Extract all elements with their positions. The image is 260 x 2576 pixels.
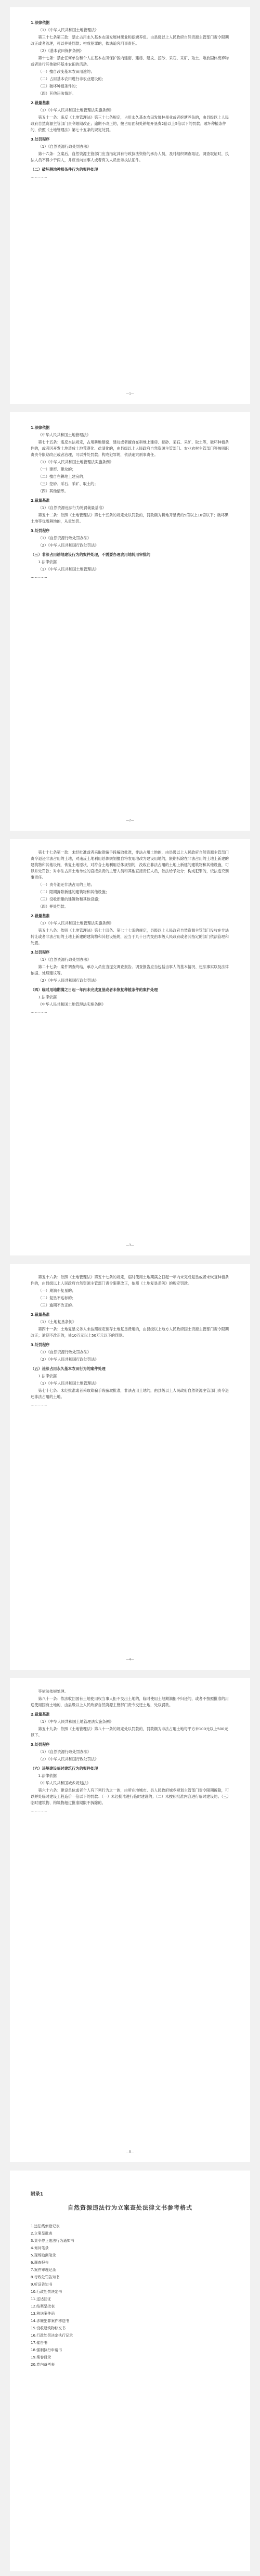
section-heading: 1.法律依据	[31, 20, 50, 25]
paragraph-line: （1）《中华人民共和国土地管理法实施条例》	[38, 921, 114, 925]
annex-list-item: 15.没收建筑物移交书	[31, 2326, 66, 2330]
paragraph-line: （二）限期拆除新建的建筑物和其他设施；	[38, 890, 109, 894]
section-heading: 3.处罚程序	[31, 1342, 50, 1347]
paragraph-line: （2）《中华人民共和国行政处罚法》	[38, 543, 99, 548]
annex-list-item: 20.卷内备考表	[31, 2363, 55, 2367]
paragraph-line: （三）没收新建的建筑物和其他设施；	[38, 897, 102, 902]
annex-list-item: 8.行政处罚告知书	[31, 2275, 60, 2279]
page-number: —5—	[126, 2150, 134, 2154]
paragraph-line: （1）《土地复垦条例》	[38, 1319, 76, 1324]
section-heading: 2.裁量基准	[31, 913, 50, 918]
document-page-4	[10, 1264, 250, 1670]
annex-list	[31, 2223, 229, 2368]
paragraph-line: （1）《自然资源行政处罚办法》	[38, 957, 91, 962]
page-number: —1—	[126, 392, 134, 396]
document-page-5	[10, 1678, 250, 2162]
section-heading: （六）违规建设临时建筑行为的案件处理	[31, 1766, 98, 1771]
paragraph-line: （四）其他违法情形。	[38, 91, 76, 96]
paragraph-line: （一）建窑、建坟的；	[38, 467, 76, 472]
section-heading: （五）违法占用永久基本农田行为的案件处理	[31, 1366, 106, 1371]
page-2-content	[31, 425, 229, 580]
section-heading: 3.处罚程序	[31, 137, 50, 142]
annex-title: 自然资源违法行为立案查处法律文书参考格式	[68, 2204, 192, 2211]
paragraph-line: （三）挖砂、采石、采矿、取土的；	[38, 481, 98, 486]
annex-list-item: 1.违法线索登记表	[31, 2224, 60, 2228]
section-heading: 3.处罚程序	[31, 950, 50, 955]
annex-list-item: 5.现场勘测笔录	[31, 2253, 56, 2257]
section-heading: 3.处罚程序	[31, 528, 50, 533]
paragraph-line: （二）占用基本农田进行非农业建设的；	[38, 77, 106, 81]
page-number: —2—	[126, 819, 134, 822]
annex-list-item: 16.行政处罚决定执行记录	[31, 2333, 73, 2338]
paragraph-line: （1）《中华人民共和国土地管理法》	[38, 567, 99, 572]
paragraph-line: …………	[31, 174, 48, 179]
paragraph-line: （1）《自然资源行政处罚办法》	[38, 1749, 91, 1754]
paragraph-line: （1）《中华人民共和国土地管理法实施条例》	[38, 108, 114, 112]
paragraph-line: （一）擅自改变基本农田用途的；	[38, 69, 95, 74]
paragraph-line: （1）《中华人民共和国土地管理法实施条例》	[38, 460, 114, 464]
page-1-content	[31, 20, 229, 180]
paragraph-line: （1）《自然资源违法行为处罚裁量基准》	[38, 505, 106, 510]
paragraph-line: （二）擅自在耕地上建房的；	[38, 474, 87, 479]
paragraph-line: （2）《中华人民共和国行政处罚法》	[38, 1357, 99, 1362]
page-3-content	[31, 849, 229, 1015]
paragraph-line: 第四十一条：土地复垦义务人未按照规定预存土地复垦费用的，由县级以上地方人民政府国土资源主管部门责令限期改正；逾期不改正的，处10万元以上50万元以下的罚款。	[31, 1327, 229, 1338]
section-heading: 2.裁量基准	[31, 498, 50, 503]
paragraph-line: …………	[31, 1009, 48, 1014]
section-heading: 3.处罚程序	[31, 1742, 50, 1747]
paragraph-line: （2）《中华人民共和国行政处罚法》	[38, 978, 99, 983]
page-number: —4—	[126, 1658, 134, 1661]
annex-label: 附录1	[31, 2192, 44, 2197]
paragraph-line: …………	[31, 1402, 48, 1406]
section-heading: 2.裁量基准	[31, 100, 50, 105]
page-number: —3—	[126, 1243, 134, 1247]
paragraph-line: （四）其他情形。	[38, 489, 68, 493]
annex-list-item: 2.立案呈批表	[31, 2231, 53, 2236]
paragraph-line: （1）《中华人民共和国土地管理法》	[38, 28, 99, 32]
annex-list-item: 4.询问笔录	[31, 2246, 49, 2250]
annex-list-item: 12.结案呈批表	[31, 2304, 55, 2308]
paragraph-line: 《中华人民共和国土地管理法》	[38, 433, 91, 437]
paragraph-line: （2）《基本农田保护条例》	[38, 48, 84, 53]
paragraph-line: （1）《中华人民共和国土地管理法实施条例》	[38, 1719, 114, 1724]
paragraph-line: 第八十一条：依法收回国有土地使用权当事人拒不交出土地的，临时使用土地期满拒不归还的，或者不按照批准的用途使用国有土地的，由县级以上人民政府自然资源主管部门责令交还土地，处以罚款。	[31, 1696, 229, 1707]
document-page-1	[10, 7, 250, 404]
paragraph-line: 第五十八条：依照《土地管理法》第七十四条、第七十七条的规定，县级以上人民政府自然资源主管部门没收在非法转让或者非法占用的土地上新建的建筑物和其他设施的，应当于九十日内交由本级人民政府或者其指定的部门依法管理和处置。	[31, 928, 229, 945]
paragraph-line: …………	[31, 1808, 48, 1812]
paragraph-line: 第三十七条第三款：禁止占用永久基本农田发展林果业和挖塘养鱼。由县级以上人民政府自然资源主管部门责令限期改正或者治理，可以并处罚款；构成犯罪的，依法追究刑事责任。	[31, 35, 229, 46]
paragraph-line: 第二十七条：案件调查终结，承办人员应当提交调查报告。调查报告应当包括当事人的基本情况、违法事实以及法律依据、处理建议等。	[31, 965, 229, 975]
annex-list-item: 3.责令停止违法行为通知书	[31, 2239, 74, 2243]
section-heading: 1.法律依据	[31, 425, 50, 430]
section-heading: （三）非法占用耕地建设行为的案件处理，不需要办理农用地转用审批的	[31, 552, 151, 557]
annex-list-item: 19.案卷目录	[31, 2355, 51, 2359]
paragraph-line: 1.法律依据	[38, 995, 57, 999]
annex-list-item: 18.强制执行申请书	[31, 2348, 62, 2352]
annex-list-item: 14.涉嫌犯罪案件移送书	[31, 2319, 70, 2323]
paragraph-line: 第五十六条：依照《土地管理法》第五十七条的规定，临时使用土地期满之日起一年内未完成复垦或者未恢复种植条件的，由县级以上人民政府自然资源主管部门责令限期改正，依照《土地复垦条例》的规定罚款。	[31, 1275, 229, 1286]
paragraph-line: 《中华人民共和国城乡规划法》	[38, 1781, 91, 1785]
section-heading: 2.裁量基准	[31, 1312, 50, 1317]
paragraph-line: （三）逾期不改正的。	[38, 1303, 76, 1308]
paragraph-line: 第七十七条第一款：未经批准或者采取欺骗手段骗取批准，非法占用土地的，由县级以上人民政府自然资源主管部门责令退还非法占用的土地，对违反土地利用总体规划擅自将农用地改为建设用地的，限期拆除在非法占用的土地上新建的建筑物和其他设施，恢复土地原状，对符合土地利用总体规划的，没收在非法占用的土地上新建的建筑物和其他设施，可以并处罚款；对非法占用土地单位的直接负责的主管人员和其他直接责任人员，依法给予处分；构成犯罪的，依法追究刑事责任。	[31, 850, 229, 880]
annex-list-item: 6.调查报告	[31, 2261, 49, 2265]
annex-list-item: 17.催告书	[31, 2341, 48, 2345]
section-heading: 2.裁量基准	[31, 1712, 50, 1717]
section-heading: （二）破坏耕地种植条件行为的案件处理	[31, 167, 98, 172]
paragraph-line: 1.法律依据	[38, 1374, 57, 1378]
paragraph-line: （1）《中华人民共和国土地管理法》	[38, 1381, 99, 1386]
paragraph-line: （1）《自然资源行政处罚办法》	[38, 1350, 91, 1354]
paragraph-line: 第五十一条：违反《土地管理法》第三十七条规定，占用永久基本农田发展林果业或者挖塘养鱼的，由县级以上人民政府自然资源主管部门责令限期改正；逾期不改正的，按占用面积处耕地开垦费2倍以上5倍以下的罚款；破坏种植条件的，依照《土地管理法》第七十五条的规定处罚。	[31, 115, 229, 132]
paragraph-line: 第六十六条：建设单位或者个人有下列行为之一的，由所在地城市、县人民政府城乡规划主管部门责令限期拆除，可以并处临时建设工程造价一倍以下的罚款：（一）未经批准进行临时建设的；（二）未按照批准内容进行临时建设的；（三）临时建筑物、构筑物超过批准期限不拆除的。	[31, 1788, 229, 1805]
paragraph-line: 1.法律依据	[38, 560, 57, 564]
annex-list-item: 10.行政处罚决定书	[31, 2290, 62, 2294]
paragraph-line: 第十七条：禁止任何单位和个人在基本农田保护区内建窑、建房、建坟、挖砂、采石、采矿、取土、堆放固体废弃物或者进行其他破坏基本农田的活动。	[31, 56, 229, 67]
paragraph-line: 第七十七条：未经批准或者采取欺骗手段骗取批准，非法占用土地的，由县级以上人民政府自然资源主管部门责令退还非法占用的土地。	[31, 1388, 229, 1399]
paragraph-line: 第五十二条：依照《土地管理法》第七十五条的规定处以罚款的，罚款额为耕地开垦费的5倍以上10倍以下；破坏黑土地等优质耕地的，从重处罚。	[31, 513, 229, 524]
paragraph-line: （一）期满不复垦的；	[38, 1288, 76, 1293]
annex-list-item: 7.案件审理记录	[31, 2268, 56, 2272]
page-5-content	[31, 1689, 229, 1813]
page-4-content	[31, 1274, 229, 1407]
paragraph-line: 第十六条：立案后，自然资源主管部门应当指定具有行政执法资格的承办人员，及时组织调查取证。调查取证时，执法人员不得少于两人，并应当向当事人或者有关人员出示执法证件。	[31, 151, 229, 162]
paragraph-line: 第七十五条：违反本法规定，占用耕地建窑、建坟或者擅自在耕地上建房、挖砂、采石、采矿、取土等，破坏种植条件的，或者因开发土地造成土地荒漠化、盐渍化的，由县级以上人民政府自然资源主管部门、农业农村主管部门等按照职责责令限期改正或者治理，可以并处罚款；构成犯罪的，依法追究刑事责任。	[31, 440, 229, 457]
document-page-2	[10, 412, 250, 831]
paragraph-line: （三）破坏种植条件的；	[38, 84, 80, 88]
paragraph-line: （一）责令退还非法占用的土地；	[38, 882, 95, 887]
paragraph-line: （四）并处罚款。	[38, 904, 68, 909]
paragraph-line: 等依法依规处理。	[38, 1689, 68, 1694]
paragraph-line: （1）《自然资源行政处罚办法》	[38, 144, 91, 149]
paragraph-line: 1.法律依据	[38, 1773, 57, 1778]
paragraph-line: …………	[31, 574, 48, 579]
paragraph-line: 第五十九条：依照《土地管理法》第八十一条的规定处以罚款的，罚款额为非法占用土地每平方米100元以上500元以下。	[31, 1727, 228, 1737]
paragraph-line: （1）《自然资源行政处罚办法》	[38, 536, 91, 540]
annex-list-item: 13.移送案件函	[31, 2312, 55, 2316]
paragraph-line: 《中华人民共和国土地管理法实施条例》	[38, 1002, 106, 1007]
document-page-3	[10, 839, 250, 1255]
paragraph-line: （二）复垦不达标的；	[38, 1296, 76, 1300]
annex-list-item: 11.送达回证	[31, 2297, 51, 2301]
document-page-annex	[10, 2171, 250, 2571]
paragraph-line: （2）《中华人民共和国行政处罚法》	[38, 1757, 99, 1761]
annex-list-item: 9.听证告知书	[31, 2282, 53, 2287]
section-heading: （四）临时用地期满之日起一年内未完成复垦或者未恢复种植条件的案件处理	[31, 987, 158, 992]
